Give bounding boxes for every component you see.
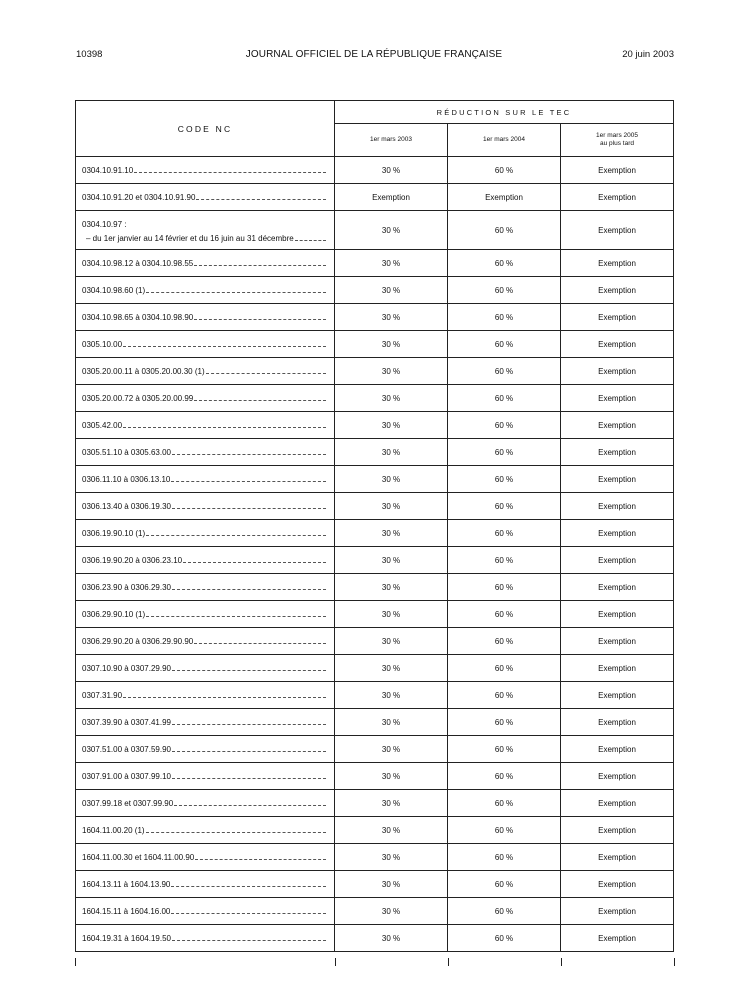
cell-code (76, 763, 335, 790)
table-body (76, 157, 674, 952)
cell-code (76, 871, 335, 898)
cell-rate-2004: 60 % (448, 520, 561, 547)
dot-leader (172, 508, 326, 509)
table-row (76, 520, 674, 547)
cell-code (76, 898, 335, 925)
cell-rate-2004: 60 % (448, 358, 561, 385)
cell-rate-2004: 60 % (448, 898, 561, 925)
code-text: 0306.13.40 à 0306.19.30 (82, 501, 171, 511)
code-text: 0304.10.91.20 et 0304.10.91.90 (82, 192, 196, 202)
table-row (76, 277, 674, 304)
cell-rate-2005: Exemption (561, 385, 674, 412)
code-text: 0306.23.90 à 0306.29.30 (82, 582, 171, 592)
cell-rate-2004: 60 % (448, 601, 561, 628)
dot-leader (123, 697, 326, 698)
cell-code (76, 358, 335, 385)
cell-rate-2004: 60 % (448, 493, 561, 520)
code-text: 1604.19.31 à 1604.19.50 (82, 933, 171, 943)
dot-leader (171, 886, 326, 887)
dot-leader (172, 670, 326, 671)
table-row (76, 790, 674, 817)
cell-code (76, 331, 335, 358)
cell-code (76, 520, 335, 547)
dot-leader (172, 940, 326, 941)
dot-leader (172, 454, 326, 455)
cell-rate-2003: 30 % (335, 211, 448, 250)
table-row (76, 925, 674, 952)
cell-rate-2005: Exemption (561, 682, 674, 709)
table-row (76, 211, 674, 250)
dot-leader (123, 427, 326, 428)
cell-rate-2004: 60 % (448, 871, 561, 898)
dot-leader (172, 724, 326, 725)
code-text: 0307.91.00 à 0307.99.10 (82, 771, 171, 781)
cell-rate-2003: 30 % (335, 412, 448, 439)
code-text: 1604.11.00.30 et 1604.11.00.90 (82, 852, 195, 862)
cell-rate-2003: 30 % (335, 358, 448, 385)
cell-code (76, 736, 335, 763)
table-row (76, 763, 674, 790)
cell-rate-2005: Exemption (561, 709, 674, 736)
cell-rate-2005: Exemption (561, 520, 674, 547)
cell-rate-2004: 60 % (448, 157, 561, 184)
publication-date: 20 juin 2003 (622, 49, 674, 60)
cell-rate-2005: Exemption (561, 493, 674, 520)
code-text: 0305.42.00 (82, 420, 123, 430)
cell-rate-2005: Exemption (561, 736, 674, 763)
cell-rate-2004: 60 % (448, 304, 561, 331)
cell-rate-2004: 60 % (448, 709, 561, 736)
code-text: 0306.19.90.20 à 0306.23.10 (82, 555, 183, 565)
cell-rate-2004: 60 % (448, 385, 561, 412)
table-row (76, 439, 674, 466)
table-row (76, 871, 674, 898)
cell-code (76, 250, 335, 277)
dot-leader (183, 562, 326, 563)
cell-rate-2003: 30 % (335, 493, 448, 520)
cell-rate-2004: 60 % (448, 763, 561, 790)
cell-code (76, 277, 335, 304)
dot-leader (172, 778, 326, 779)
cell-rate-2003: 30 % (335, 736, 448, 763)
cell-rate-2004: 60 % (448, 439, 561, 466)
cell-rate-2003: 30 % (335, 574, 448, 601)
cell-code (76, 493, 335, 520)
cell-rate-2005: Exemption (561, 211, 674, 250)
dot-leader (146, 832, 326, 833)
cell-rate-2005: Exemption (561, 547, 674, 574)
table-row (76, 304, 674, 331)
table-row (76, 601, 674, 628)
cell-rate-2003: 30 % (335, 520, 448, 547)
cell-code (76, 184, 335, 211)
column-header-date-2005-line1: 1er mars 2005 (596, 132, 638, 139)
code-text: 0304.10.98.65 à 0304.10.98.90 (82, 312, 194, 322)
dot-leader (295, 240, 326, 241)
table-row (76, 385, 674, 412)
code-text: 0304.10.98.60 (1) (82, 285, 146, 295)
cell-rate-2003: 30 % (335, 547, 448, 574)
dot-leader (194, 319, 326, 320)
table-row (76, 412, 674, 439)
table-row (76, 844, 674, 871)
cell-rate-2005: Exemption (561, 277, 674, 304)
cell-rate-2004: 60 % (448, 655, 561, 682)
cell-rate-2003: 30 % (335, 844, 448, 871)
cell-rate-2005: Exemption (561, 817, 674, 844)
dot-leader (172, 589, 326, 590)
page-number: 10398 (76, 49, 103, 60)
code-text: 0305.51.10 à 0305.63.00 (82, 447, 171, 457)
cell-rate-2005: Exemption (561, 844, 674, 871)
cell-code (76, 628, 335, 655)
code-text: 0307.31.90 (82, 690, 123, 700)
table-row (76, 250, 674, 277)
column-header-date-2003: 1er mars 2003 (335, 124, 448, 157)
code-text: 0307.39.90 à 0307.41.99 (82, 717, 171, 727)
code-text: 0305.10.00 (82, 339, 123, 349)
table-header (76, 101, 674, 157)
table-row (76, 682, 674, 709)
code-text: 0306.19.90.10 (1) (82, 528, 146, 538)
code-text: 0307.51.00 à 0307.59.90 (82, 744, 171, 754)
code-text: 0306.11.10 à 0306.13.10 (82, 474, 171, 484)
table-row (76, 736, 674, 763)
table-row (76, 898, 674, 925)
cell-rate-2003: 30 % (335, 817, 448, 844)
cell-rate-2003: 30 % (335, 385, 448, 412)
code-text: 1604.15.11 à 1604.16.00 (82, 906, 171, 916)
cell-rate-2003: 30 % (335, 304, 448, 331)
table-row (76, 574, 674, 601)
table-row (76, 184, 674, 211)
cell-rate-2004: 60 % (448, 628, 561, 655)
code-text: 0304.10.91.10 (82, 165, 134, 175)
cell-rate-2004: 60 % (448, 574, 561, 601)
cell-rate-2004: 60 % (448, 682, 561, 709)
cell-code (76, 304, 335, 331)
code-text: 0307.10.90 à 0307.29.90 (82, 663, 171, 673)
cell-code (76, 601, 335, 628)
column-header-code: CODE NC (76, 101, 335, 157)
cell-rate-2005: Exemption (561, 331, 674, 358)
dot-leader (146, 616, 326, 617)
cell-rate-2004: 60 % (448, 925, 561, 952)
cell-rate-2005: Exemption (561, 601, 674, 628)
table-row (76, 358, 674, 385)
cell-rate-2003: 30 % (335, 439, 448, 466)
cell-rate-2004: 60 % (448, 250, 561, 277)
column-header-reduction: RÉDUCTION SUR LE TEC (335, 101, 674, 124)
cell-code (76, 925, 335, 952)
dot-leader (146, 292, 326, 293)
column-header-date-2004: 1er mars 2004 (448, 124, 561, 157)
cell-rate-2004: 60 % (448, 547, 561, 574)
table-row (76, 466, 674, 493)
dot-leader (206, 373, 326, 374)
dot-leader (194, 643, 326, 644)
dot-leader (134, 172, 326, 173)
code-text: 0306.29.90.20 à 0306.29.90.90 (82, 636, 194, 646)
table-row (76, 331, 674, 358)
cell-rate-2003: Exemption (335, 184, 448, 211)
cell-rate-2005: Exemption (561, 655, 674, 682)
dot-leader (195, 859, 326, 860)
code-text: 0307.99.18 et 0307.99.90 (82, 798, 174, 808)
cell-code (76, 547, 335, 574)
cell-rate-2003: 30 % (335, 925, 448, 952)
cell-rate-2004: 60 % (448, 211, 561, 250)
dot-leader (174, 805, 326, 806)
cell-rate-2005: Exemption (561, 358, 674, 385)
code-text: 0304.10.97 : (82, 219, 127, 229)
cell-rate-2003: 30 % (335, 628, 448, 655)
cell-code (76, 844, 335, 871)
cell-rate-2004: 60 % (448, 412, 561, 439)
dot-leader (123, 346, 326, 347)
cell-rate-2005: Exemption (561, 763, 674, 790)
code-text: 0305.20.00.72 à 0305.20.00.99 (82, 393, 194, 403)
cell-rate-2005: Exemption (561, 628, 674, 655)
dot-leader (196, 199, 326, 200)
column-header-date-2005 (561, 124, 674, 157)
cell-rate-2005: Exemption (561, 466, 674, 493)
cell-rate-2003: 30 % (335, 277, 448, 304)
cell-rate-2004: 60 % (448, 790, 561, 817)
cell-rate-2004: 60 % (448, 844, 561, 871)
cell-rate-2003: 30 % (335, 157, 448, 184)
cell-rate-2003: 30 % (335, 709, 448, 736)
cell-rate-2003: 30 % (335, 790, 448, 817)
cell-rate-2003: 30 % (335, 250, 448, 277)
table-continuation (75, 958, 675, 966)
cell-code (76, 574, 335, 601)
cell-rate-2005: Exemption (561, 925, 674, 952)
cell-rate-2003: 30 % (335, 466, 448, 493)
cell-rate-2003: 30 % (335, 601, 448, 628)
table-row (76, 157, 674, 184)
cell-rate-2003: 30 % (335, 871, 448, 898)
cell-rate-2005: Exemption (561, 304, 674, 331)
cell-rate-2004: 60 % (448, 466, 561, 493)
cell-rate-2003: 30 % (335, 898, 448, 925)
cell-rate-2005: Exemption (561, 184, 674, 211)
cell-rate-2004: Exemption (448, 184, 561, 211)
cell-code (76, 211, 335, 250)
cell-code (76, 655, 335, 682)
cell-rate-2005: Exemption (561, 439, 674, 466)
dot-leader (171, 481, 326, 482)
column-header-date-2005-line2: au plus tard (600, 140, 634, 147)
cell-rate-2003: 30 % (335, 655, 448, 682)
cell-rate-2004: 60 % (448, 331, 561, 358)
cell-rate-2004: 60 % (448, 277, 561, 304)
table-row (76, 547, 674, 574)
cell-rate-2005: Exemption (561, 412, 674, 439)
dot-leader (194, 265, 326, 266)
cell-code (76, 439, 335, 466)
table-row (76, 493, 674, 520)
dot-leader (172, 751, 326, 752)
cell-code (76, 385, 335, 412)
cell-rate-2004: 60 % (448, 736, 561, 763)
cell-code (76, 709, 335, 736)
table-row (76, 817, 674, 844)
cell-rate-2003: 30 % (335, 331, 448, 358)
table-row (76, 709, 674, 736)
cell-rate-2005: Exemption (561, 157, 674, 184)
dot-leader (171, 913, 326, 914)
cell-code (76, 412, 335, 439)
dot-leader (194, 400, 326, 401)
journal-title: JOURNAL OFFICIEL DE LA RÉPUBLIQUE FRANÇAISE (245, 49, 503, 60)
cell-rate-2004: 60 % (448, 817, 561, 844)
cell-code (76, 682, 335, 709)
table-row (76, 655, 674, 682)
cell-rate-2003: 30 % (335, 763, 448, 790)
cell-rate-2005: Exemption (561, 871, 674, 898)
tariff-reduction-table (75, 100, 674, 952)
cell-rate-2005: Exemption (561, 790, 674, 817)
cell-code (76, 157, 335, 184)
table-row (76, 628, 674, 655)
cell-code (76, 817, 335, 844)
code-text: 0305.20.00.11 à 0305.20.00.30 (1) (82, 366, 205, 376)
cell-rate-2003: 30 % (335, 682, 448, 709)
code-subtext: – du 1er janvier au 14 février et du 16 juin au 31 décembre (86, 233, 294, 243)
cell-rate-2005: Exemption (561, 898, 674, 925)
cell-rate-2005: Exemption (561, 250, 674, 277)
dot-leader (146, 535, 326, 536)
code-text: 0306.29.90.10 (1) (82, 609, 146, 619)
cell-rate-2005: Exemption (561, 574, 674, 601)
cell-code (76, 466, 335, 493)
code-text: 0304.10.98.12 à 0304.10.98.55 (82, 258, 194, 268)
cell-code (76, 790, 335, 817)
code-text: 1604.13.11 à 1604.13.90 (82, 879, 171, 889)
code-text: 1604.11.00.20 (1) (82, 825, 145, 835)
